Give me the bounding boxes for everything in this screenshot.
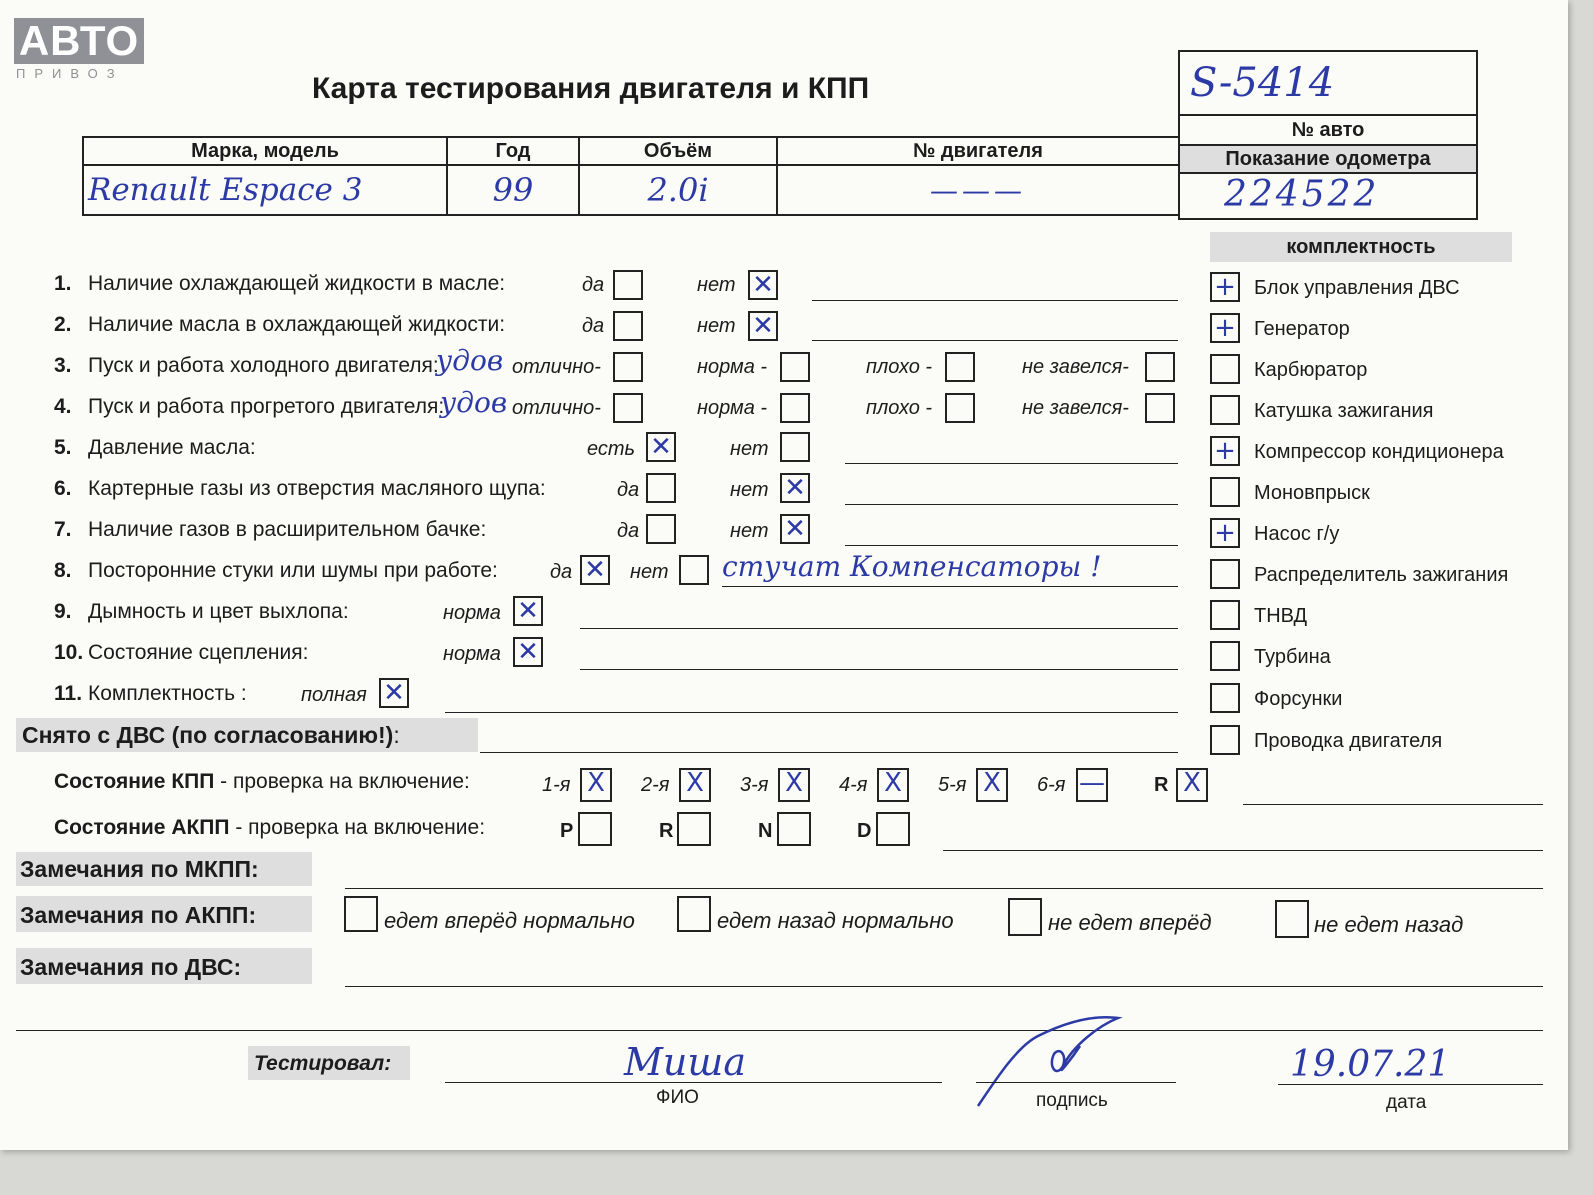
q5-present-checkbox[interactable]: ✕ bbox=[646, 432, 676, 462]
akpp-d-label: D bbox=[857, 820, 872, 842]
q1-no-checkbox[interactable]: ✕ bbox=[748, 270, 778, 300]
q6-no-label: нет bbox=[730, 479, 769, 501]
signature-label: подпись bbox=[1036, 1090, 1108, 1111]
q4-not-started-label: не завелся- bbox=[1022, 397, 1129, 419]
remarks-dvs-label: Замечания по ДВС: bbox=[20, 954, 242, 980]
q6-no-checkbox[interactable]: ✕ bbox=[780, 473, 810, 503]
gear-6-label: 6-я bbox=[1037, 774, 1066, 796]
q3-excellent-checkbox[interactable] bbox=[613, 352, 643, 382]
gear-3-label: 3-я bbox=[740, 774, 769, 796]
akpp-note-line bbox=[943, 850, 1543, 851]
q5-present-label: есть bbox=[587, 438, 636, 460]
akpp-no-backward-checkbox[interactable] bbox=[1275, 900, 1309, 938]
odometer-label: Показание одометра bbox=[1180, 144, 1476, 174]
completeness-checkbox-turbine[interactable] bbox=[1210, 641, 1240, 671]
tested-label: Тестировал: bbox=[254, 1052, 392, 1075]
q7-note-line bbox=[845, 545, 1178, 546]
gear-1-label: 1-я bbox=[542, 774, 571, 796]
logo: АВТО bbox=[14, 18, 144, 64]
q11-note-line bbox=[445, 712, 1178, 713]
signature-line bbox=[976, 1082, 1176, 1083]
q1-yes-label: да bbox=[582, 274, 605, 296]
remarks-dvs-line bbox=[345, 986, 1543, 987]
completeness-label-mono-injection: Моновпрыск bbox=[1254, 482, 1370, 504]
kpp-note-line bbox=[1243, 804, 1543, 805]
q3-not-started-label: не завелся- bbox=[1022, 356, 1129, 378]
gear-1-checkbox[interactable]: X bbox=[580, 768, 612, 802]
akpp-no-forward-checkbox[interactable] bbox=[1008, 898, 1042, 936]
q7-no-checkbox[interactable]: ✕ bbox=[780, 514, 810, 544]
question-11: 11. Комплектность : bbox=[54, 682, 247, 705]
completeness-label-wiring: Проводка двигателя bbox=[1254, 730, 1443, 752]
completeness-label-ac-compressor: Компрессор кондиционера bbox=[1254, 441, 1504, 463]
q11-full-checkbox[interactable]: ✕ bbox=[379, 678, 409, 708]
akpp-r-checkbox[interactable] bbox=[677, 812, 711, 846]
akpp-p-label: P bbox=[560, 820, 574, 842]
q6-note-line bbox=[845, 504, 1178, 505]
col-volume-header: Объём bbox=[579, 137, 777, 165]
q9-normal-label: норма bbox=[443, 602, 501, 624]
completeness-label-distributor: Распределитель зажигания bbox=[1254, 564, 1509, 586]
gear-5-checkbox[interactable]: X bbox=[976, 768, 1008, 802]
gear-2-label: 2-я bbox=[641, 774, 670, 796]
completeness-checkbox-ignition-coil[interactable] bbox=[1210, 395, 1240, 425]
completeness-checkbox-wiring[interactable] bbox=[1210, 725, 1240, 755]
completeness-checkbox-carburetor[interactable] bbox=[1210, 354, 1240, 384]
completeness-label-ecu: Блок управления ДВС bbox=[1254, 277, 1460, 299]
q8-no-checkbox[interactable] bbox=[679, 555, 709, 585]
gear-4-checkbox[interactable]: X bbox=[877, 768, 909, 802]
question-7: 7. Наличие газов в расширительном бачке: bbox=[54, 518, 487, 541]
akpp-r-label: R bbox=[659, 820, 674, 842]
gear-r-checkbox[interactable]: X bbox=[1176, 768, 1208, 802]
q8-note: стучат Компенсаторы ! bbox=[722, 550, 1102, 583]
removed-label: Снято с ДВС (по согласованию!): bbox=[22, 722, 400, 748]
q5-no-checkbox[interactable] bbox=[780, 432, 810, 462]
akpp-n-checkbox[interactable] bbox=[777, 812, 811, 846]
q1-yes-checkbox[interactable] bbox=[613, 270, 643, 300]
question-9: 9. Дымность и цвет выхлопа: bbox=[54, 600, 349, 623]
completeness-checkbox-distributor[interactable] bbox=[1210, 559, 1240, 589]
question-2: 2. Наличие масла в охлаждающей жидкости: bbox=[54, 313, 506, 336]
remarks-akpp-label: Замечания по АКПП: bbox=[20, 902, 257, 928]
q8-yes-checkbox[interactable]: ✕ bbox=[580, 555, 610, 585]
akpp-label: Состояние АКПП - проверка на включение: bbox=[54, 816, 486, 839]
q2-yes-label: да bbox=[582, 315, 605, 337]
q4-not-started-checkbox[interactable] bbox=[1145, 393, 1175, 423]
date-line bbox=[1278, 1084, 1543, 1085]
q4-normal-checkbox[interactable] bbox=[780, 393, 810, 423]
stock-number: S-5414 bbox=[1190, 60, 1335, 106]
q6-yes-checkbox[interactable] bbox=[646, 473, 676, 503]
q10-normal-label: норма bbox=[443, 643, 501, 665]
q4-excellent-checkbox[interactable] bbox=[613, 393, 643, 423]
remarks-mkpp-line bbox=[345, 888, 1543, 889]
question-5: 5. Давление масла: bbox=[54, 436, 256, 459]
q3-normal-label: норма - bbox=[697, 356, 768, 378]
q3-bad-label: плохо - bbox=[866, 356, 933, 378]
col-engine-header: № двигателя bbox=[777, 137, 1179, 165]
engine-number-value: ——— bbox=[930, 173, 1026, 207]
gear-6-checkbox[interactable]: — bbox=[1076, 768, 1108, 802]
question-4: 4. Пуск и работа прогретого двигателя: bbox=[54, 395, 445, 418]
akpp-no-backward-label: не едет назад bbox=[1314, 912, 1464, 937]
q9-normal-checkbox[interactable]: ✕ bbox=[513, 596, 543, 626]
completeness-checkbox-injection-pump[interactable] bbox=[1210, 600, 1240, 630]
q3-excellent-label: отлично- bbox=[512, 356, 601, 378]
akpp-backward-ok-checkbox[interactable] bbox=[677, 896, 711, 932]
q5-no-label: нет bbox=[730, 438, 769, 460]
akpp-p-checkbox[interactable] bbox=[578, 812, 612, 846]
q2-no-label: нет bbox=[697, 315, 736, 337]
vehicle-table bbox=[82, 136, 1180, 216]
fio-line bbox=[445, 1082, 942, 1083]
completeness-checkbox-ac-compressor[interactable]: + bbox=[1210, 436, 1240, 466]
q2-no-checkbox[interactable]: ✕ bbox=[748, 311, 778, 341]
completeness-label-ignition-coil: Катушка зажигания bbox=[1254, 400, 1434, 422]
date-label: дата bbox=[1386, 1092, 1427, 1113]
question-6: 6. Картерные газы из отверстия масляного щупа: bbox=[54, 477, 546, 500]
completeness-label-generator: Генератор bbox=[1254, 318, 1350, 340]
date-value: 19.07.21 bbox=[1290, 1044, 1451, 1085]
q8-yes-label: да bbox=[550, 561, 573, 583]
gear-3-checkbox[interactable]: X bbox=[778, 768, 810, 802]
remarks-dvs-line-2 bbox=[16, 1030, 1543, 1031]
completeness-label-carburetor: Карбюратор bbox=[1254, 359, 1368, 381]
q3-normal-checkbox[interactable] bbox=[780, 352, 810, 382]
q7-yes-checkbox[interactable] bbox=[646, 514, 676, 544]
auto-number-box bbox=[1178, 50, 1478, 220]
completeness-checkbox-generator[interactable]: + bbox=[1210, 313, 1240, 343]
q1-no-label: нет bbox=[697, 274, 736, 296]
q1-note-line bbox=[812, 300, 1178, 301]
completeness-title: комплектность bbox=[1210, 232, 1512, 262]
akpp-backward-ok-label: едет назад нормально bbox=[717, 908, 954, 933]
akpp-forward-ok-label: едет вперёд нормально bbox=[384, 908, 635, 933]
logo-subtitle: ПРИВОЗ bbox=[16, 66, 124, 81]
question-1: 1. Наличие охлаждающей жидкости в масле: bbox=[54, 272, 506, 295]
q9-note-line bbox=[580, 628, 1178, 629]
q2-note-line bbox=[812, 340, 1178, 341]
q7-yes-label: да bbox=[617, 520, 640, 542]
q3-not-started-checkbox[interactable] bbox=[1145, 352, 1175, 382]
col-year-header: Год bbox=[447, 137, 579, 165]
q4-excellent-label: отлично- bbox=[512, 397, 601, 419]
question-3: 3. Пуск и работа холодного двигателя: bbox=[54, 354, 439, 377]
question-8: 8. Посторонние стуки или шумы при работе: bbox=[54, 559, 498, 582]
make-value: Renault Espace 3 bbox=[88, 172, 363, 208]
col-make-header: Марка, модель bbox=[83, 137, 447, 165]
gear-4-label: 4-я bbox=[839, 774, 868, 796]
gear-r-label: R bbox=[1154, 774, 1169, 796]
completeness-label-injectors: Форсунки bbox=[1254, 688, 1343, 710]
q10-normal-checkbox[interactable]: ✕ bbox=[513, 637, 543, 667]
completeness-label-turbine: Турбина bbox=[1254, 646, 1331, 668]
q4-bad-label: плохо - bbox=[866, 397, 933, 419]
akpp-forward-ok-checkbox[interactable] bbox=[344, 896, 378, 932]
gear-5-label: 5-я bbox=[938, 774, 967, 796]
q6-yes-label: да bbox=[617, 479, 640, 501]
tester-name: Миша bbox=[624, 1040, 747, 1084]
completeness-checkbox-mono-injection[interactable] bbox=[1210, 477, 1240, 507]
akpp-n-label: N bbox=[758, 820, 773, 842]
q8-no-label: нет bbox=[630, 561, 669, 583]
gear-2-checkbox[interactable]: X bbox=[679, 768, 711, 802]
odometer-value: 224522 bbox=[1224, 174, 1380, 215]
q3-note: удов bbox=[436, 344, 504, 377]
question-10: 10. Состояние сцепления: bbox=[54, 641, 309, 664]
volume-value: 2.0i bbox=[647, 171, 709, 209]
remarks-mkpp-label: Замечания по МКПП: bbox=[20, 856, 259, 882]
q4-normal-label: норма - bbox=[697, 397, 768, 419]
removed-line bbox=[480, 752, 1178, 753]
completeness-checkbox-ecu[interactable]: + bbox=[1210, 272, 1240, 302]
auto-number-label: № авто bbox=[1180, 114, 1476, 144]
completeness-checkbox-ps-pump[interactable]: + bbox=[1210, 518, 1240, 548]
akpp-d-checkbox[interactable] bbox=[876, 812, 910, 846]
q7-no-label: нет bbox=[730, 520, 769, 542]
q2-yes-checkbox[interactable] bbox=[613, 311, 643, 341]
q3-bad-checkbox[interactable] bbox=[945, 352, 975, 382]
kpp-label: Состояние КПП - проверка на включение: bbox=[54, 770, 470, 793]
year-value: 99 bbox=[492, 171, 534, 209]
q8-note-line bbox=[722, 586, 1178, 587]
page-title: Карта тестирования двигателя и КПП bbox=[312, 72, 870, 105]
q5-note-line bbox=[845, 463, 1178, 464]
fio-label: ФИО bbox=[656, 1087, 699, 1108]
completeness-label-injection-pump: ТНВД bbox=[1254, 605, 1308, 627]
completeness-label-ps-pump: Насос г/у bbox=[1254, 523, 1340, 545]
q4-note: удов bbox=[440, 386, 508, 419]
q11-full-label: полная bbox=[301, 684, 367, 706]
q4-bad-checkbox[interactable] bbox=[945, 393, 975, 423]
completeness-checkbox-injectors[interactable] bbox=[1210, 683, 1240, 713]
akpp-no-forward-label: не едет вперёд bbox=[1048, 910, 1212, 935]
q10-note-line bbox=[580, 669, 1178, 670]
